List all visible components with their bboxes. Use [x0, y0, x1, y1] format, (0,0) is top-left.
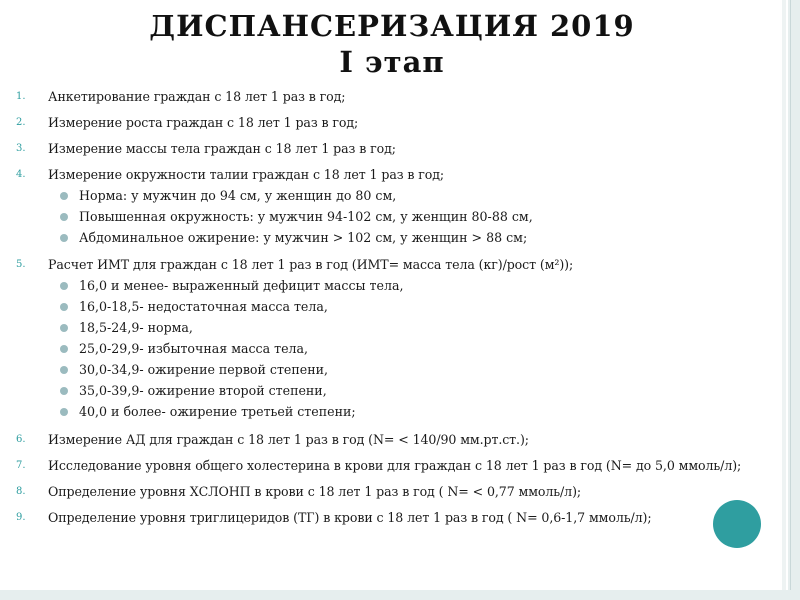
- sub-item-text: 40,0 и более- ожирение третьей степени;: [79, 404, 356, 419]
- list-item-text: Расчет ИМТ для граждан с 18 лет 1 раз в год (ИМТ= масса тела (кг)/рост (м²));: [48, 257, 574, 272]
- slide-right-border: [782, 0, 800, 600]
- list-item-text: Определение уровня ХСЛОНП в крови с 18 лет 1 раз в год ( N= < 0,77 ммоль/л);: [48, 484, 582, 499]
- sub-item-text: Повышенная окружность: у мужчин 94-102 см, у женщин 80-88 см,: [79, 209, 533, 224]
- list-number: 6.: [16, 434, 26, 445]
- bullet-icon: [60, 282, 68, 290]
- bullet-icon: [60, 324, 68, 332]
- bullet-icon: [60, 387, 68, 395]
- sub-item-text: 16,0-18,5- недостаточная масса тела,: [79, 299, 328, 314]
- list-number: 8.: [16, 486, 26, 497]
- bullet-icon: [60, 345, 68, 353]
- bullet-icon: [60, 234, 68, 242]
- slide-bottom-border: [0, 590, 800, 600]
- list-item-text: Анкетирование граждан с 18 лет 1 раз в год;: [48, 89, 346, 104]
- list-item-text: Измерение роста граждан с 18 лет 1 раз в год;: [48, 115, 359, 130]
- bullet-icon: [60, 303, 68, 311]
- sub-item-text: 30,0-34,9- ожирение первой степени,: [79, 362, 329, 377]
- list-number: 3.: [16, 143, 26, 154]
- sub-item-text: 18,5-24,9- норма,: [79, 320, 193, 335]
- list-number: 9.: [16, 512, 26, 523]
- sub-item-text: 35,0-39,9- ожирение второй степени,: [79, 383, 327, 398]
- sub-item-text: 25,0-29,9- избыточная масса тела,: [79, 341, 309, 356]
- sub-item-text: Абдоминальное ожирение: у мужчин > 102 см, у женщин > 88 см;: [79, 230, 528, 245]
- bullet-icon: [60, 366, 68, 374]
- bullet-icon: [60, 192, 68, 200]
- list-number: 5.: [16, 259, 26, 270]
- list-number: 7.: [16, 460, 26, 471]
- slide-border-line: [790, 0, 791, 600]
- slide-title: [0, 8, 784, 80]
- list-item-text: Исследование уровня общего холестерина в крови для граждан с 18 лет 1 раз в год (N= до 5,0 ммоль/л);: [48, 458, 742, 473]
- title-line-2: I этап: [339, 45, 445, 79]
- list-item-text: Измерение АД для граждан с 18 лет 1 раз в год (N= < 140/90 мм.рт.ст.);: [48, 432, 529, 447]
- list-number: 1.: [16, 91, 26, 102]
- sub-item-text: 16,0 и менее- выраженный дефицит массы тела,: [79, 278, 404, 293]
- title-line-1: ДИСПАНСЕРИЗАЦИЯ 2019: [149, 9, 635, 43]
- list-item-text: Измерение массы тела граждан с 18 лет 1 раз в год;: [48, 141, 396, 156]
- list-item-text: Измерение окружности талии граждан с 18 лет 1 раз в год;: [48, 167, 445, 182]
- list-number: 4.: [16, 169, 26, 180]
- sub-item-text: Норма: у мужчин до 94 см, у женщин до 80 см,: [79, 188, 397, 203]
- bullet-icon: [60, 408, 68, 416]
- bullet-icon: [60, 213, 68, 221]
- decorative-circle: [713, 500, 761, 548]
- list-item-text: Определение уровня триглицеридов (ТГ) в крови с 18 лет 1 раз в год ( N= 0,6-1,7 ммоль/л);: [48, 510, 652, 525]
- list-number: 2.: [16, 117, 26, 128]
